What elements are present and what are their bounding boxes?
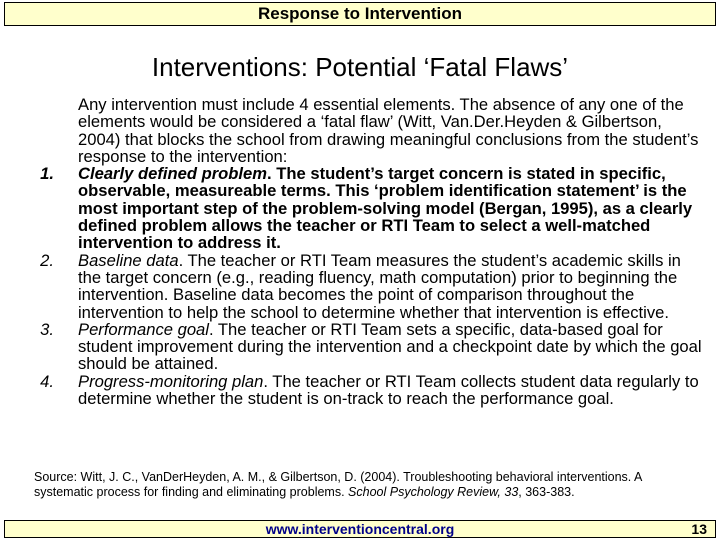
footer-banner xyxy=(4,520,716,538)
item-term: Clearly defined problem xyxy=(78,164,268,184)
item-number: 4. xyxy=(40,371,54,391)
item-term: Progress-monitoring plan xyxy=(78,371,264,391)
item-term: Baseline data xyxy=(78,250,179,270)
citation-pages: , 363-383. xyxy=(518,485,575,499)
slide-body xyxy=(18,96,708,407)
essential-elements-list xyxy=(18,165,708,407)
item-text: . The teacher or RTI Team collects student data regularly to determine whether the student is on-track to reach the performance goal. xyxy=(78,371,699,409)
list-item xyxy=(18,373,708,408)
page-number: 13 xyxy=(691,521,707,537)
list-item xyxy=(18,321,708,373)
header-banner: Response to Intervention xyxy=(4,2,716,26)
source-citation xyxy=(34,470,674,500)
item-number: 1. xyxy=(40,164,54,184)
item-text: . The teacher or RTI Team sets a specific, data-based goal for student improvement during the intervention and a checkpoint date by which the goal should be attained. xyxy=(78,319,702,374)
citation-text: Source: Witt, J. C., VanDerHeyden, A. M., & Gilbertson, D. (2004). Troubleshooting behavioral interventions. A systematic process for finding and eliminating problems. xyxy=(34,470,642,499)
item-number: 2. xyxy=(40,250,54,270)
item-term: Performance goal xyxy=(78,319,209,339)
list-item xyxy=(18,252,708,321)
citation-journal: School Psychology Review, 33 xyxy=(348,485,519,499)
item-number: 3. xyxy=(40,319,54,339)
footer-url-link[interactable]: www.interventioncentral.org xyxy=(265,521,455,537)
list-item xyxy=(18,165,708,251)
item-text: . The teacher or RTI Team measures the student’s academic skills in the target concern (e.g., reading fluency, math computation) prior to beginning the intervention. Baseline data becomes the point of comparison throughout the intervention to help the school to determine whether that intervention is effective. xyxy=(78,250,681,322)
intro-paragraph: Any intervention must include 4 essential elements. The absence of any one of the elements would be considered a ‘fatal flaw’ (Witt, Van.Der.Heyden & Gilbertson, 2004) that blocks the school from drawing meaningful conclusions from the student’s response to the intervention: xyxy=(78,95,699,166)
slide-title: Interventions: Potential ‘Fatal Flaws’ xyxy=(151,52,569,82)
item-text: . The student’s target concern is stated in specific, observable, measureable terms. This ‘problem identification statement’ is the most important step of the problem-solving model (Bergan, 1995), as a clearly defined problem allows the teacher or RTI Team to select a well-matched intervention to address it. xyxy=(78,164,693,253)
